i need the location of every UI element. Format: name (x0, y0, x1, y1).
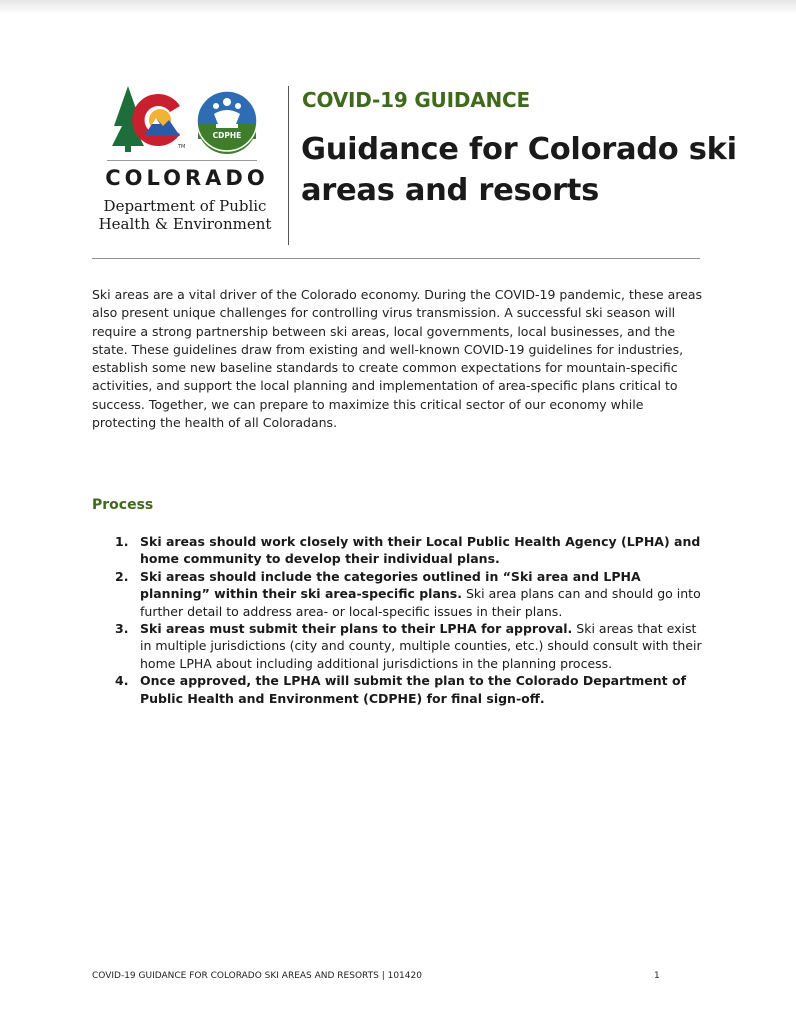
seal-badge-text: CDPHE (212, 131, 242, 140)
page-title: Guidance for Colorado ski areas and resorts (301, 132, 737, 208)
process-item (110, 672, 705, 707)
process-list (110, 533, 705, 707)
header-vertical-divider (288, 86, 289, 245)
process-item-number: 4. (115, 673, 129, 689)
logo-department-line-2: Health & Environment (98, 215, 272, 233)
process-item (110, 568, 705, 620)
svg-text:TM: TM (178, 144, 186, 150)
process-item (110, 620, 705, 672)
footer-page-number: 1 (654, 971, 660, 981)
process-item-lead: Ski areas must submit their plans to their LPHA for approval. (140, 621, 573, 637)
process-item-number: 2. (115, 568, 129, 584)
header-horizontal-rule (92, 258, 700, 259)
process-item-text: Ski area plans can and should go into further detail to address area- or local-specific issues in their plans. (140, 586, 701, 619)
guidance-kicker: COVID-19 GUIDANCE (302, 88, 530, 112)
process-item (110, 533, 705, 568)
logo-department-line-1: Department of Public (103, 197, 267, 215)
process-heading: Process (92, 497, 154, 513)
process-item-lead: Once approved, the LPHA will submit the plan to the Colorado Department of Public Health and Environment (CDPHE) for final sign-off. (140, 673, 687, 706)
process-item-number: 1. (115, 534, 129, 549)
process-item-text: Ski areas that exist in multiple jurisdictions (city and county, multiple counties, etc.) should consult with their home LPHA about including additional jurisdictions in the planning process. (140, 621, 702, 671)
process-item-lead: Ski areas should work closely with their Local Public Health Agency (LPHA) and home community to develop their individual plans. (140, 534, 701, 567)
footer-document-title: COVID-19 GUIDANCE FOR COLORADO SKI AREAS AND RESORTS | 101420 (92, 971, 422, 981)
process-item-lead: Ski areas should include the categories outlined in “Ski area and LPHA planning” within their ski area-specific plans. (140, 568, 641, 602)
cdphe-logo (92, 84, 282, 244)
logo-department-name (92, 197, 278, 233)
logo-divider (107, 160, 257, 161)
intro-paragraph: Ski areas are a vital driver of the Colorado economy. During the COVID-19 pandemic, these areas also present unique challenges for controlling virus transmission. A successful ski season will require a strong partnership between ski areas, local governments, local businesses, and the state. These guidelines draw from existing and well-known COVID-19 guidelines for industries, establish some new baseline standards to create common expectations for mountain-specific activities, and support the local planning and implementation of area-specific plans critical to success. Together, we can prepare to maximize this critical sector of our economy while protecting the health of all Coloradans. (92, 287, 703, 431)
page-top-shadow (0, 0, 796, 14)
process-item-number: 3. (115, 621, 129, 637)
logo-state-name: COLORADO (105, 166, 269, 190)
colorado-logo-icon (110, 84, 260, 158)
